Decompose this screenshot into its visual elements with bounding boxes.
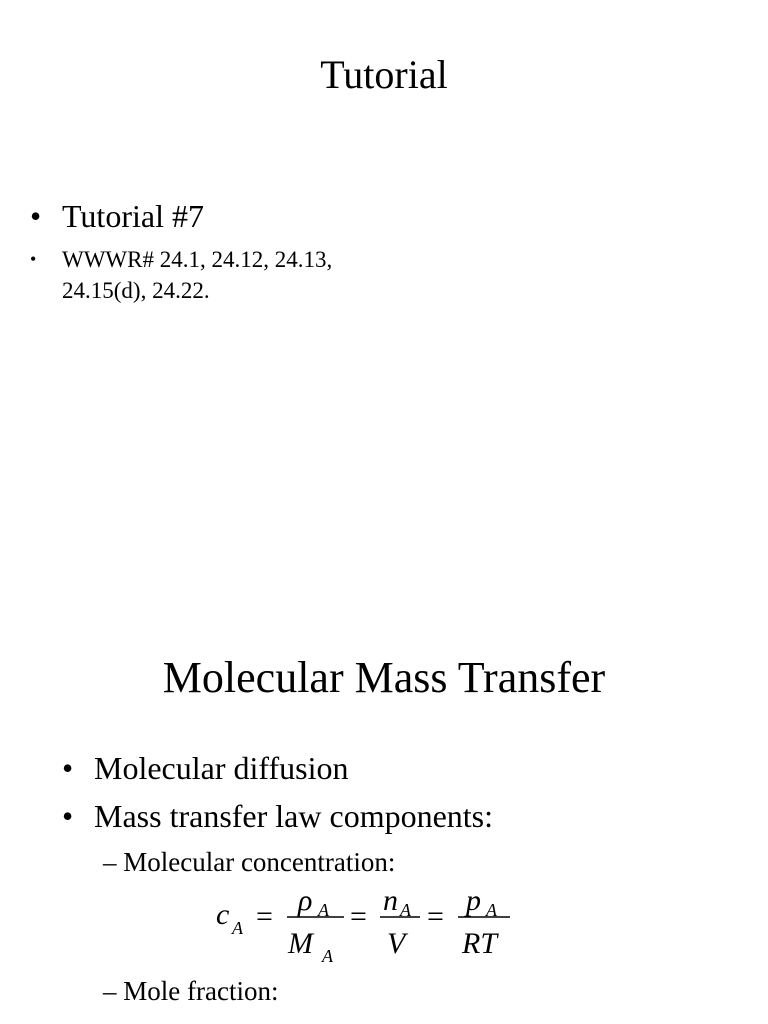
bullet-text: Mass transfer law components: (94, 798, 494, 834)
eq-lhs: c (216, 898, 230, 931)
bullet-icon: • (30, 198, 42, 234)
bullet-text: WWWR# 24.1, 24.12, 24.13, 24.15(d), 24.22. (62, 247, 333, 303)
eq-lhs-subscript: A (232, 918, 243, 938)
slide-title: Molecular Mass Transfer (162, 653, 606, 702)
eq-t2-numerator-subscript: A (400, 900, 411, 920)
eq-t1-numerator-subscript: A (318, 900, 329, 920)
bullet-icon: • (62, 750, 74, 786)
eq-equals: = (350, 900, 367, 933)
sub-bullet: – Molecular concentration: (103, 847, 396, 877)
eq-t1-denominator-subscript: A (322, 946, 333, 966)
eq-t1-denominator: M (288, 927, 313, 960)
eq-t2-denominator: V (387, 927, 406, 960)
eq-t3-numerator-subscript: A (486, 900, 497, 920)
eq-t3-denominator: RT (462, 927, 498, 960)
sub-bullet: – Mole fraction: (103, 976, 279, 1006)
eq-t2-numerator: n (383, 884, 398, 917)
bullet-text: Tutorial #7 (62, 198, 204, 234)
eq-t3-numerator: p (466, 884, 481, 917)
bullet-icon: • (62, 798, 74, 834)
eq-equals: = (256, 900, 273, 933)
eq-t1-numerator: ρ (298, 884, 313, 917)
eq-equals: = (427, 900, 444, 933)
bullet-icon: • (30, 249, 37, 269)
bullet-text: Molecular diffusion (94, 750, 349, 786)
slide-title: Tutorial (320, 52, 448, 97)
